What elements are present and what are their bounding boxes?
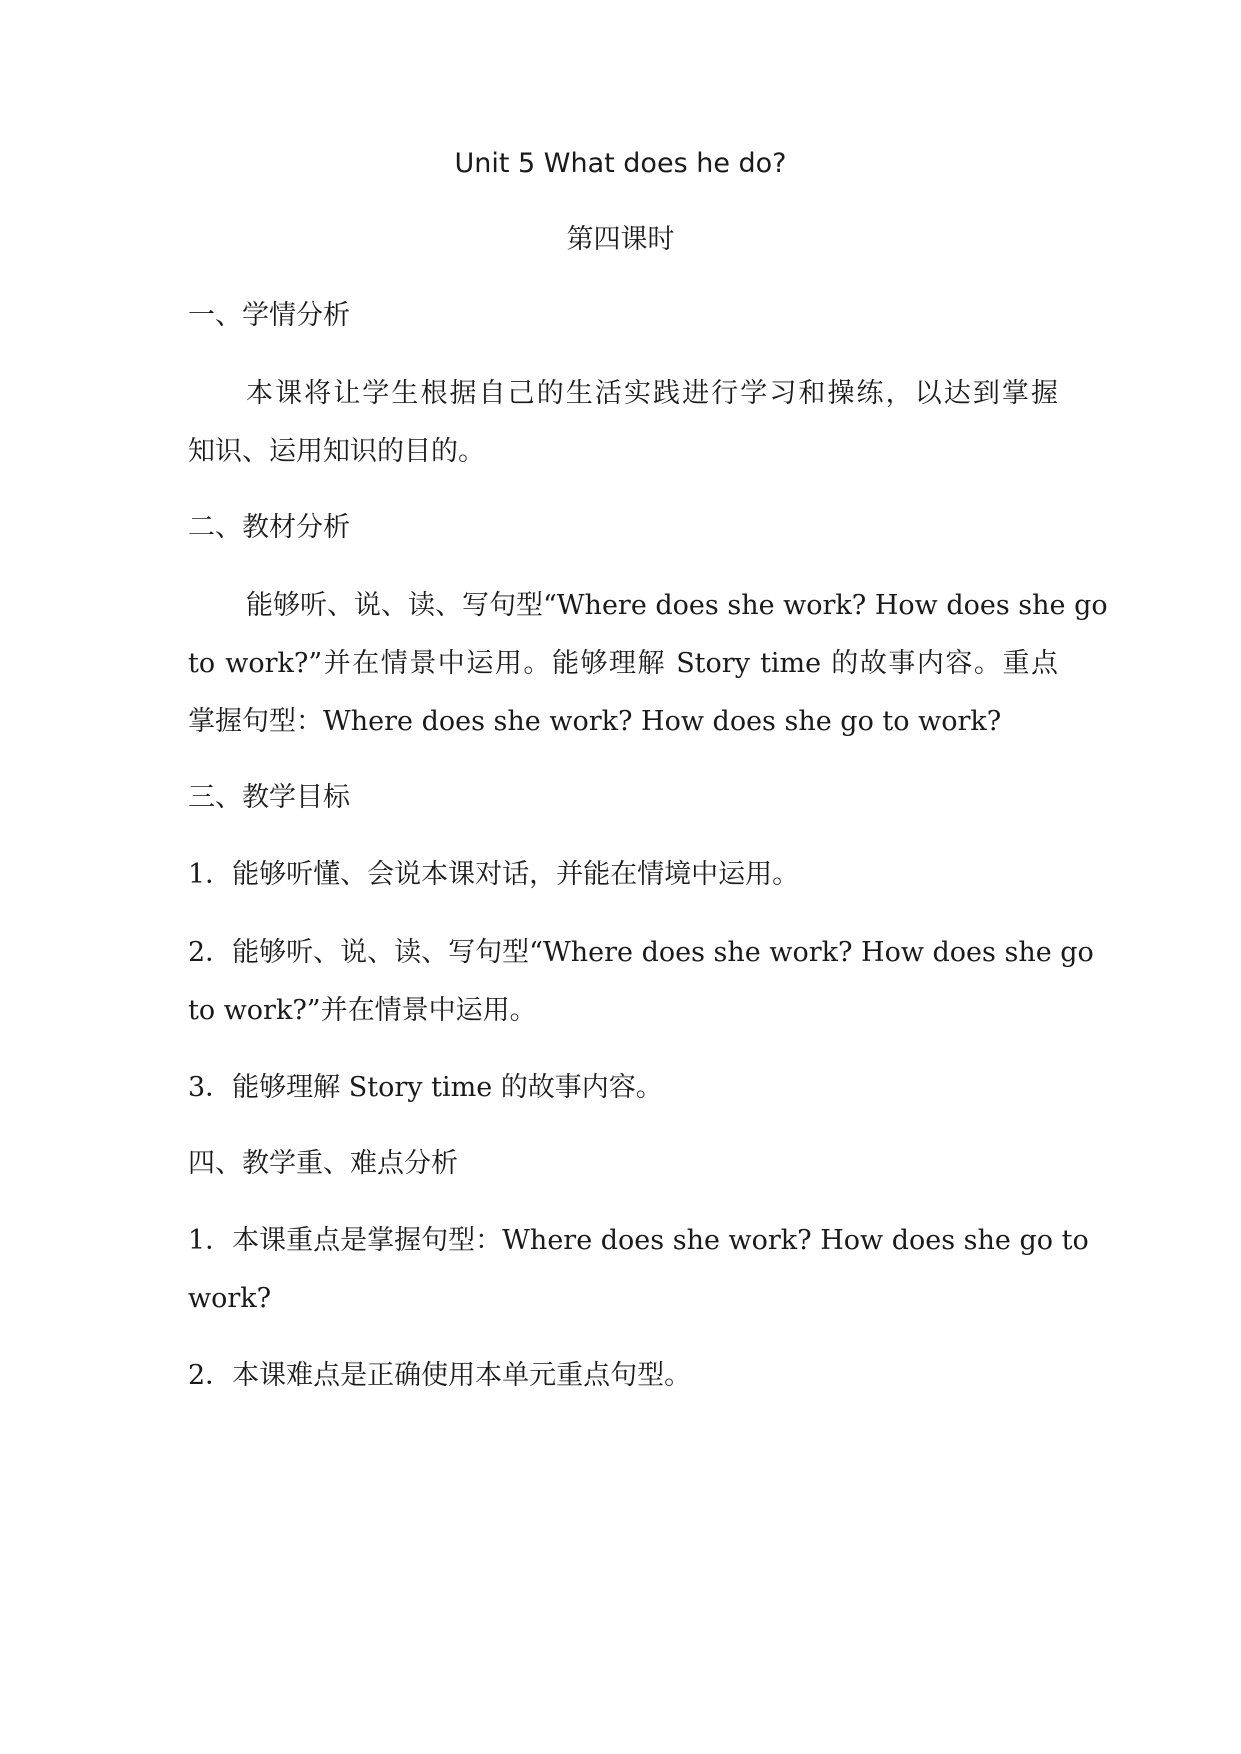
section-heading-learner-analysis: 一、学情分析 — [188, 300, 350, 331]
list-item: 2．本课难点是正确使用本单元重点句型。 — [188, 1360, 692, 1391]
list-item: 2．能够听、说、读、写句型“Where does she work? How does she go — [188, 937, 1094, 968]
paragraph-line: 知识、运用知识的目的。 — [188, 436, 485, 467]
paragraph-line: 掌握句型：Where does she work? How does she go to work? — [188, 706, 1002, 737]
section-heading-key-difficult-points: 四、教学重、难点分析 — [188, 1148, 458, 1179]
list-item-continuation: to work?”并在情景中运用。 — [188, 995, 537, 1026]
list-item: 1．能够听懂、会说本课对话，并能在情境中运用。 — [188, 859, 800, 890]
paragraph-line: to work?”并在情景中运用。能够理解 Story time 的故事内容。重点 — [188, 648, 1058, 679]
paragraph-line: 本课将让学生根据自己的生活实践进行学习和操练，以达到掌握 — [246, 378, 1058, 409]
list-item: 1．本课重点是掌握句型：Where does she work? How does she go to — [188, 1225, 1089, 1256]
section-heading-material-analysis: 二、教材分析 — [188, 512, 350, 543]
paragraph-line: 能够听、说、读、写句型“Where does she work? How does she go — [246, 590, 1108, 621]
lesson-subtitle: 第四课时 — [566, 224, 675, 255]
list-item: 3．能够理解 Story time 的故事内容。 — [188, 1072, 663, 1103]
list-item-continuation: work? — [188, 1283, 272, 1314]
document-title: Unit 5 What does he do? — [454, 148, 787, 179]
section-heading-teaching-objectives: 三、教学目标 — [188, 782, 350, 813]
